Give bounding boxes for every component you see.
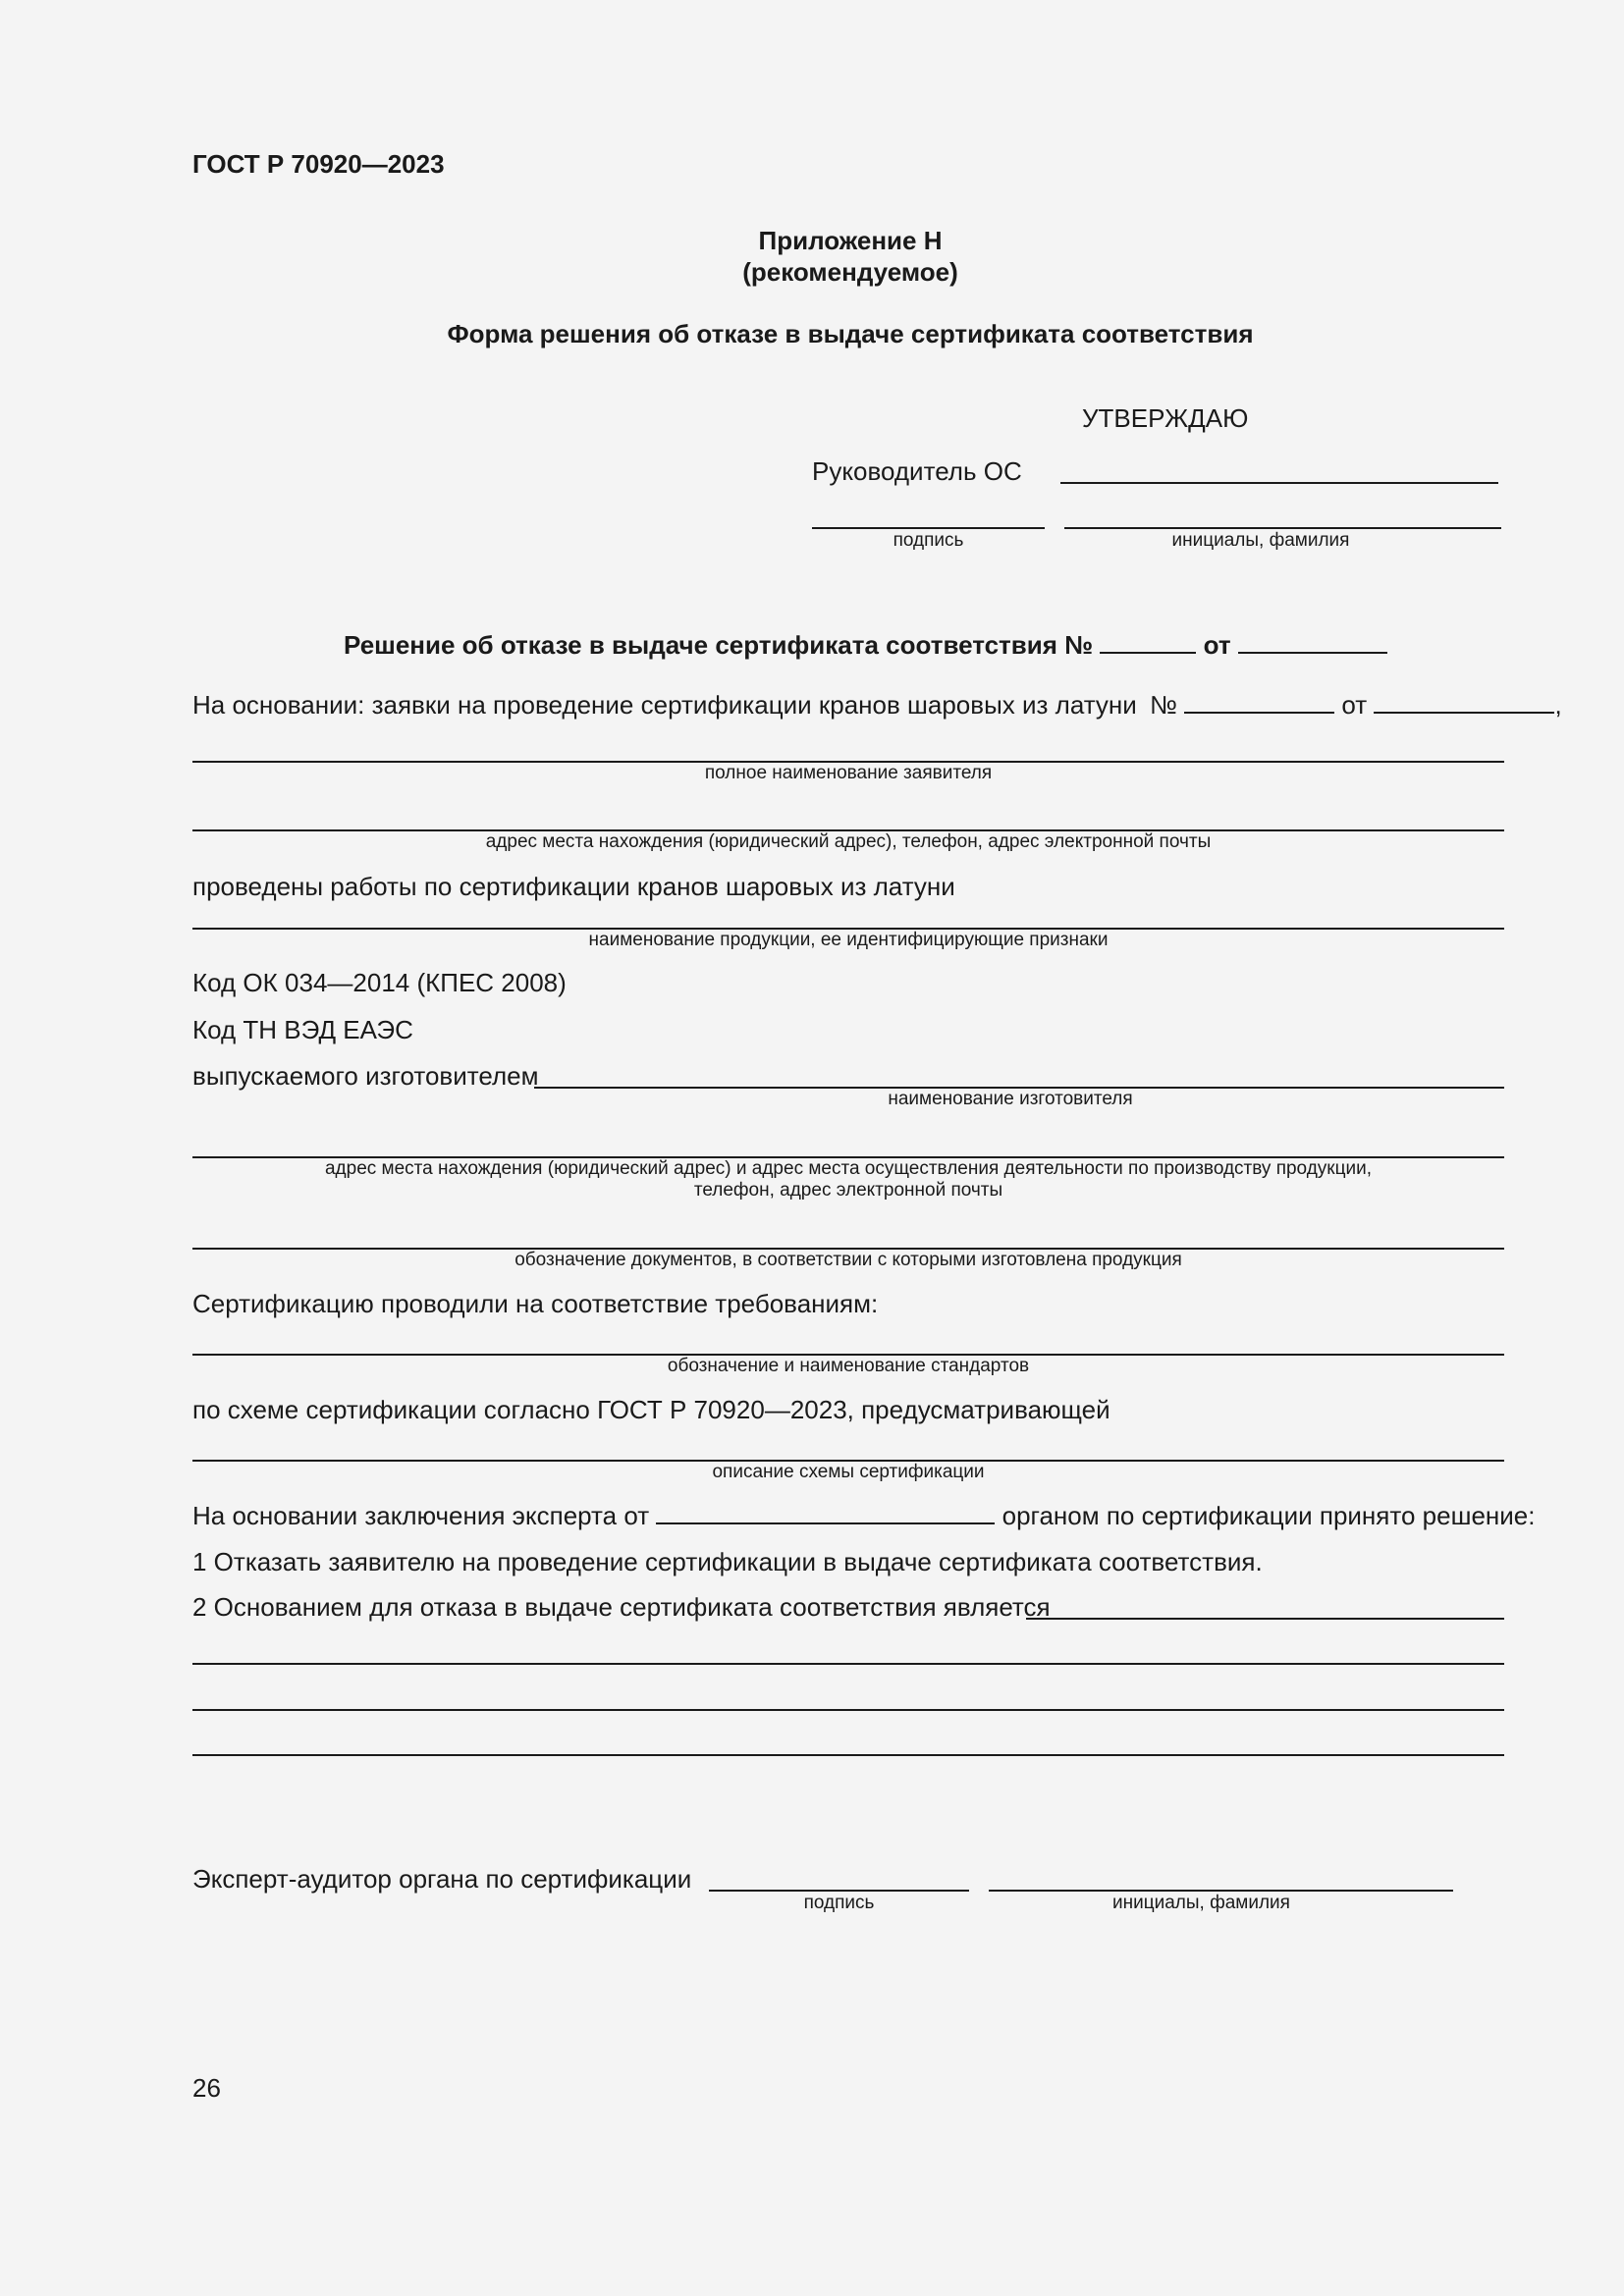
auditor-signature-line xyxy=(709,1890,969,1892)
basis-date-prefix: от xyxy=(1341,690,1368,720)
head-signature-caption: подпись xyxy=(893,530,964,551)
head-name-caption: инициалы, фамилия xyxy=(1171,530,1350,551)
decision-date-prefix: от xyxy=(1203,630,1231,660)
expert-prefix: На основании заключения эксперта от xyxy=(192,1501,650,1530)
expert-suffix: органом по сертификации принято решение: xyxy=(1001,1501,1536,1530)
manufacturer-prefix: выпускаемого изготовителем xyxy=(192,1061,539,1091)
decision-date-field xyxy=(1238,651,1387,654)
appendix-title: Приложение Н xyxy=(758,226,943,255)
basis-line xyxy=(192,690,1562,720)
approve-label: УТВЕРЖДАЮ xyxy=(1082,403,1249,433)
head-signature-line xyxy=(1060,482,1498,484)
applicant-name-caption: полное наименование заявителя xyxy=(704,763,993,783)
head-sign-line xyxy=(812,527,1045,529)
reason-line-4 xyxy=(192,1754,1504,1756)
auditor-signature-caption: подпись xyxy=(803,1893,875,1913)
decision-title-text: Решение об отказе в выдаче сертификата соответствия № xyxy=(344,630,1094,660)
expert-date-field xyxy=(656,1522,995,1524)
manufacturer-address-caption-1: адрес места нахождения (юридический адрес) и адрес места осуществления деятельности по производству продукции, xyxy=(324,1158,1372,1179)
basis-number-field xyxy=(1184,711,1334,714)
appendix-status: (рекомендуемое) xyxy=(742,257,958,287)
documents-caption: обозначение документов, в соответствии с которыми изготовлена продукция xyxy=(514,1250,1182,1270)
head-name-line xyxy=(1064,527,1501,529)
manufacturer-name-caption: наименование изготовителя xyxy=(888,1089,1133,1109)
auditor-name-line xyxy=(989,1890,1453,1892)
reason-line-2 xyxy=(192,1663,1504,1665)
form-title: Форма решения об отказе в выдаче сертификата соответствия xyxy=(447,319,1254,348)
page-number: 26 xyxy=(192,2073,221,2103)
basis-number-sign: № xyxy=(1150,690,1177,720)
works-text: проведены работы по сертификации кранов шаровых из латуни xyxy=(192,872,955,901)
expert-line xyxy=(192,1501,1535,1530)
head-label: Руководитель ОС xyxy=(812,456,1022,486)
scheme-text: по схеме сертификации согласно ГОСТ Р 70920—2023, предусматривающей xyxy=(192,1395,1110,1424)
decision-number-field xyxy=(1100,651,1196,654)
product-name-caption: наименование продукции, ее идентифицирующие признаки xyxy=(588,930,1109,950)
auditor-name-caption: инициалы, фамилия xyxy=(1112,1893,1290,1913)
auditor-label: Эксперт-аудитор органа по сертификации xyxy=(192,1864,692,1894)
scheme-description-caption: описание схемы сертификации xyxy=(712,1462,985,1482)
reason-line-1 xyxy=(1026,1618,1504,1620)
decision-item-2: 2 Основанием для отказа в выдаче сертификата соответствия является xyxy=(192,1592,1051,1622)
standards-caption: обозначение и наименование стандартов xyxy=(667,1356,1030,1376)
decision-item-1: 1 Отказать заявителю на проведение сертификации в выдаче сертификата соответствия. xyxy=(192,1547,1263,1576)
code-ok: Код ОК 034—2014 (КПЕС 2008) xyxy=(192,968,567,997)
applicant-address-caption: адрес места нахождения (юридический адрес), телефон, адрес электронной почты xyxy=(485,831,1212,852)
decision-title xyxy=(344,630,1387,660)
code-tn: Код ТН ВЭД ЕАЭС xyxy=(192,1015,413,1044)
basis-date-field xyxy=(1374,711,1554,714)
reason-line-3 xyxy=(192,1709,1504,1711)
manufacturer-address-caption-2: телефон, адрес электронной почты xyxy=(693,1180,1003,1201)
standard-id: ГОСТ Р 70920—2023 xyxy=(192,149,445,179)
basis-text: На основании: заявки на проведение сертификации кранов шаровых из латуни xyxy=(192,690,1137,720)
basis-comma: , xyxy=(1554,690,1562,720)
requirements-text: Сертификацию проводили на соответствие требованиям: xyxy=(192,1289,879,1318)
